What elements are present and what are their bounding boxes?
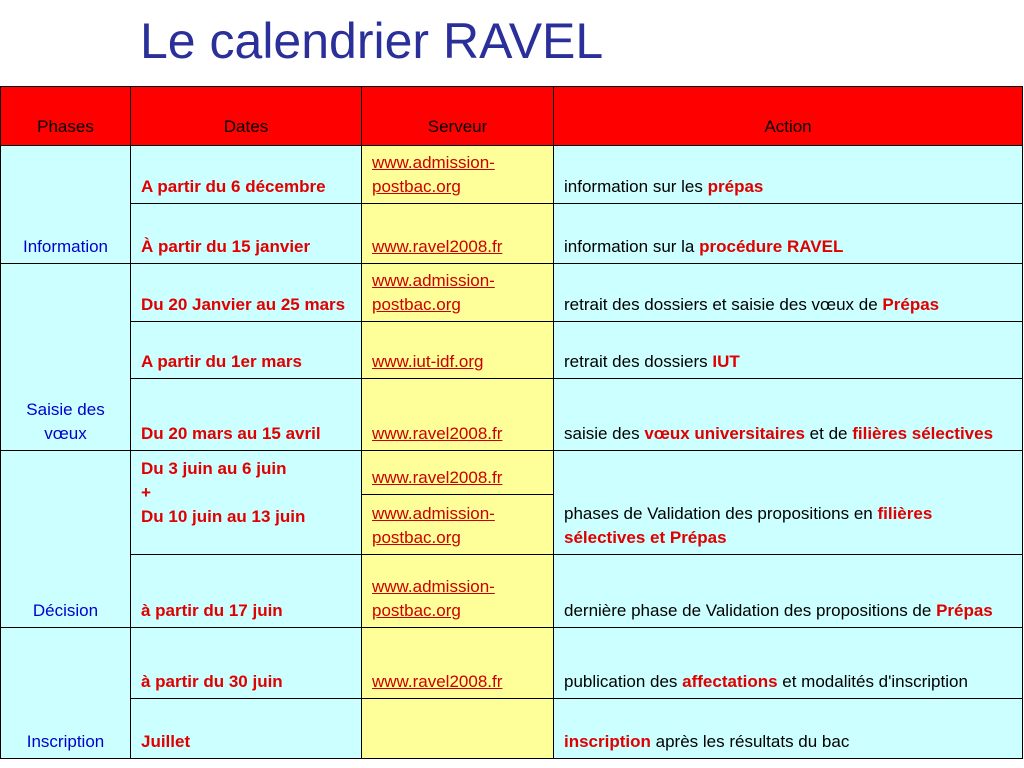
action-cell [554,204,1023,264]
action-highlight: inscription [564,732,651,751]
header-serveur: Serveur [362,87,554,146]
phase-decision: Décision [1,451,131,628]
action-text: saisie des [564,424,645,443]
date-cell: À partir du 15 janvier [131,204,362,264]
table-row [1,204,1023,264]
action-cell [554,379,1023,451]
date-cell: Du 20 mars au 15 avril [131,379,362,451]
date-cell [131,451,362,555]
page-title: Le calendrier RAVEL [140,13,604,69]
action-text: publication des [564,672,683,691]
action-text: après les résultats du bac [650,732,850,751]
action-text: information sur les [564,177,708,196]
action-highlight: Prépas [882,295,940,314]
header-dates: Dates [131,87,362,146]
table-row [1,264,1023,322]
table-row [1,146,1023,204]
action-text: phases de Validation des propositions en [564,504,878,523]
action-text: retrait des dossiers et saisie des vœux de [564,295,883,314]
date-line: + [141,483,151,502]
server-link[interactable]: www.iut-idf.org [372,352,484,371]
date-cell: à partir du 30 juin [131,628,362,699]
action-cell [554,699,1023,759]
server-cell [362,628,554,699]
action-text: retrait des dossiers [564,352,713,371]
date-line: Du 3 juin au 6 juin [141,459,287,478]
date-line: Du 10 juin au 13 juin [141,507,306,526]
date-cell: A partir du 1er mars [131,322,362,379]
table-row [1,379,1023,451]
action-text: et de [804,424,853,443]
action-text: et modalités d'inscription [777,672,968,691]
action-highlight: filières sélectives [852,424,994,443]
server-cell [362,146,554,204]
action-highlight: vœux universitaires [644,424,805,443]
action-cell [554,146,1023,204]
action-text: information sur la [564,237,700,256]
calendar-table [0,86,1023,759]
action-highlight: affectations [682,672,778,691]
phase-inscription: Inscription [1,628,131,759]
phase-information: Information [1,146,131,264]
action-cell [554,555,1023,628]
server-cell [362,451,554,495]
date-cell: Juillet [131,699,362,759]
server-cell [362,555,554,628]
server-link[interactable]: www.admission-postbac.org [372,271,495,314]
server-link[interactable]: www.admission-postbac.org [372,504,495,547]
action-cell [554,451,1023,555]
table-row [1,451,1023,495]
phase-saisie: Saisie des vœux [1,264,131,451]
action-highlight: prépas [707,177,764,196]
date-cell: A partir du 6 décembre [131,146,362,204]
server-link[interactable]: www.admission-postbac.org [372,153,495,196]
action-highlight: filières sélectives et Prépas [564,504,933,547]
server-link[interactable]: www.ravel2008.fr [372,468,503,487]
action-highlight: Prépas [936,601,993,620]
action-text: dernière phase de Validation des propositions de [564,601,937,620]
server-link[interactable]: www.ravel2008.fr [372,672,503,691]
action-cell [554,264,1023,322]
action-cell [554,322,1023,379]
server-cell [362,264,554,322]
server-cell [362,495,554,555]
server-cell [362,379,554,451]
action-cell [554,628,1023,699]
table-row [1,699,1023,759]
date-cell: à partir du 17 juin [131,555,362,628]
header-phases: Phases [1,87,131,146]
server-cell [362,699,554,759]
date-cell: Du 20 Janvier au 25 mars [131,264,362,322]
server-link[interactable]: www.admission-postbac.org [372,577,495,620]
action-highlight: procédure RAVEL [699,237,844,256]
server-link[interactable]: www.ravel2008.fr [372,424,503,443]
table-row [1,322,1023,379]
table-row [1,555,1023,628]
table-row [1,628,1023,699]
server-cell [362,322,554,379]
header-action: Action [554,87,1023,146]
table-header-row [1,87,1023,146]
server-link[interactable]: www.ravel2008.fr [372,237,503,256]
server-cell [362,204,554,264]
action-highlight: IUT [712,352,740,371]
